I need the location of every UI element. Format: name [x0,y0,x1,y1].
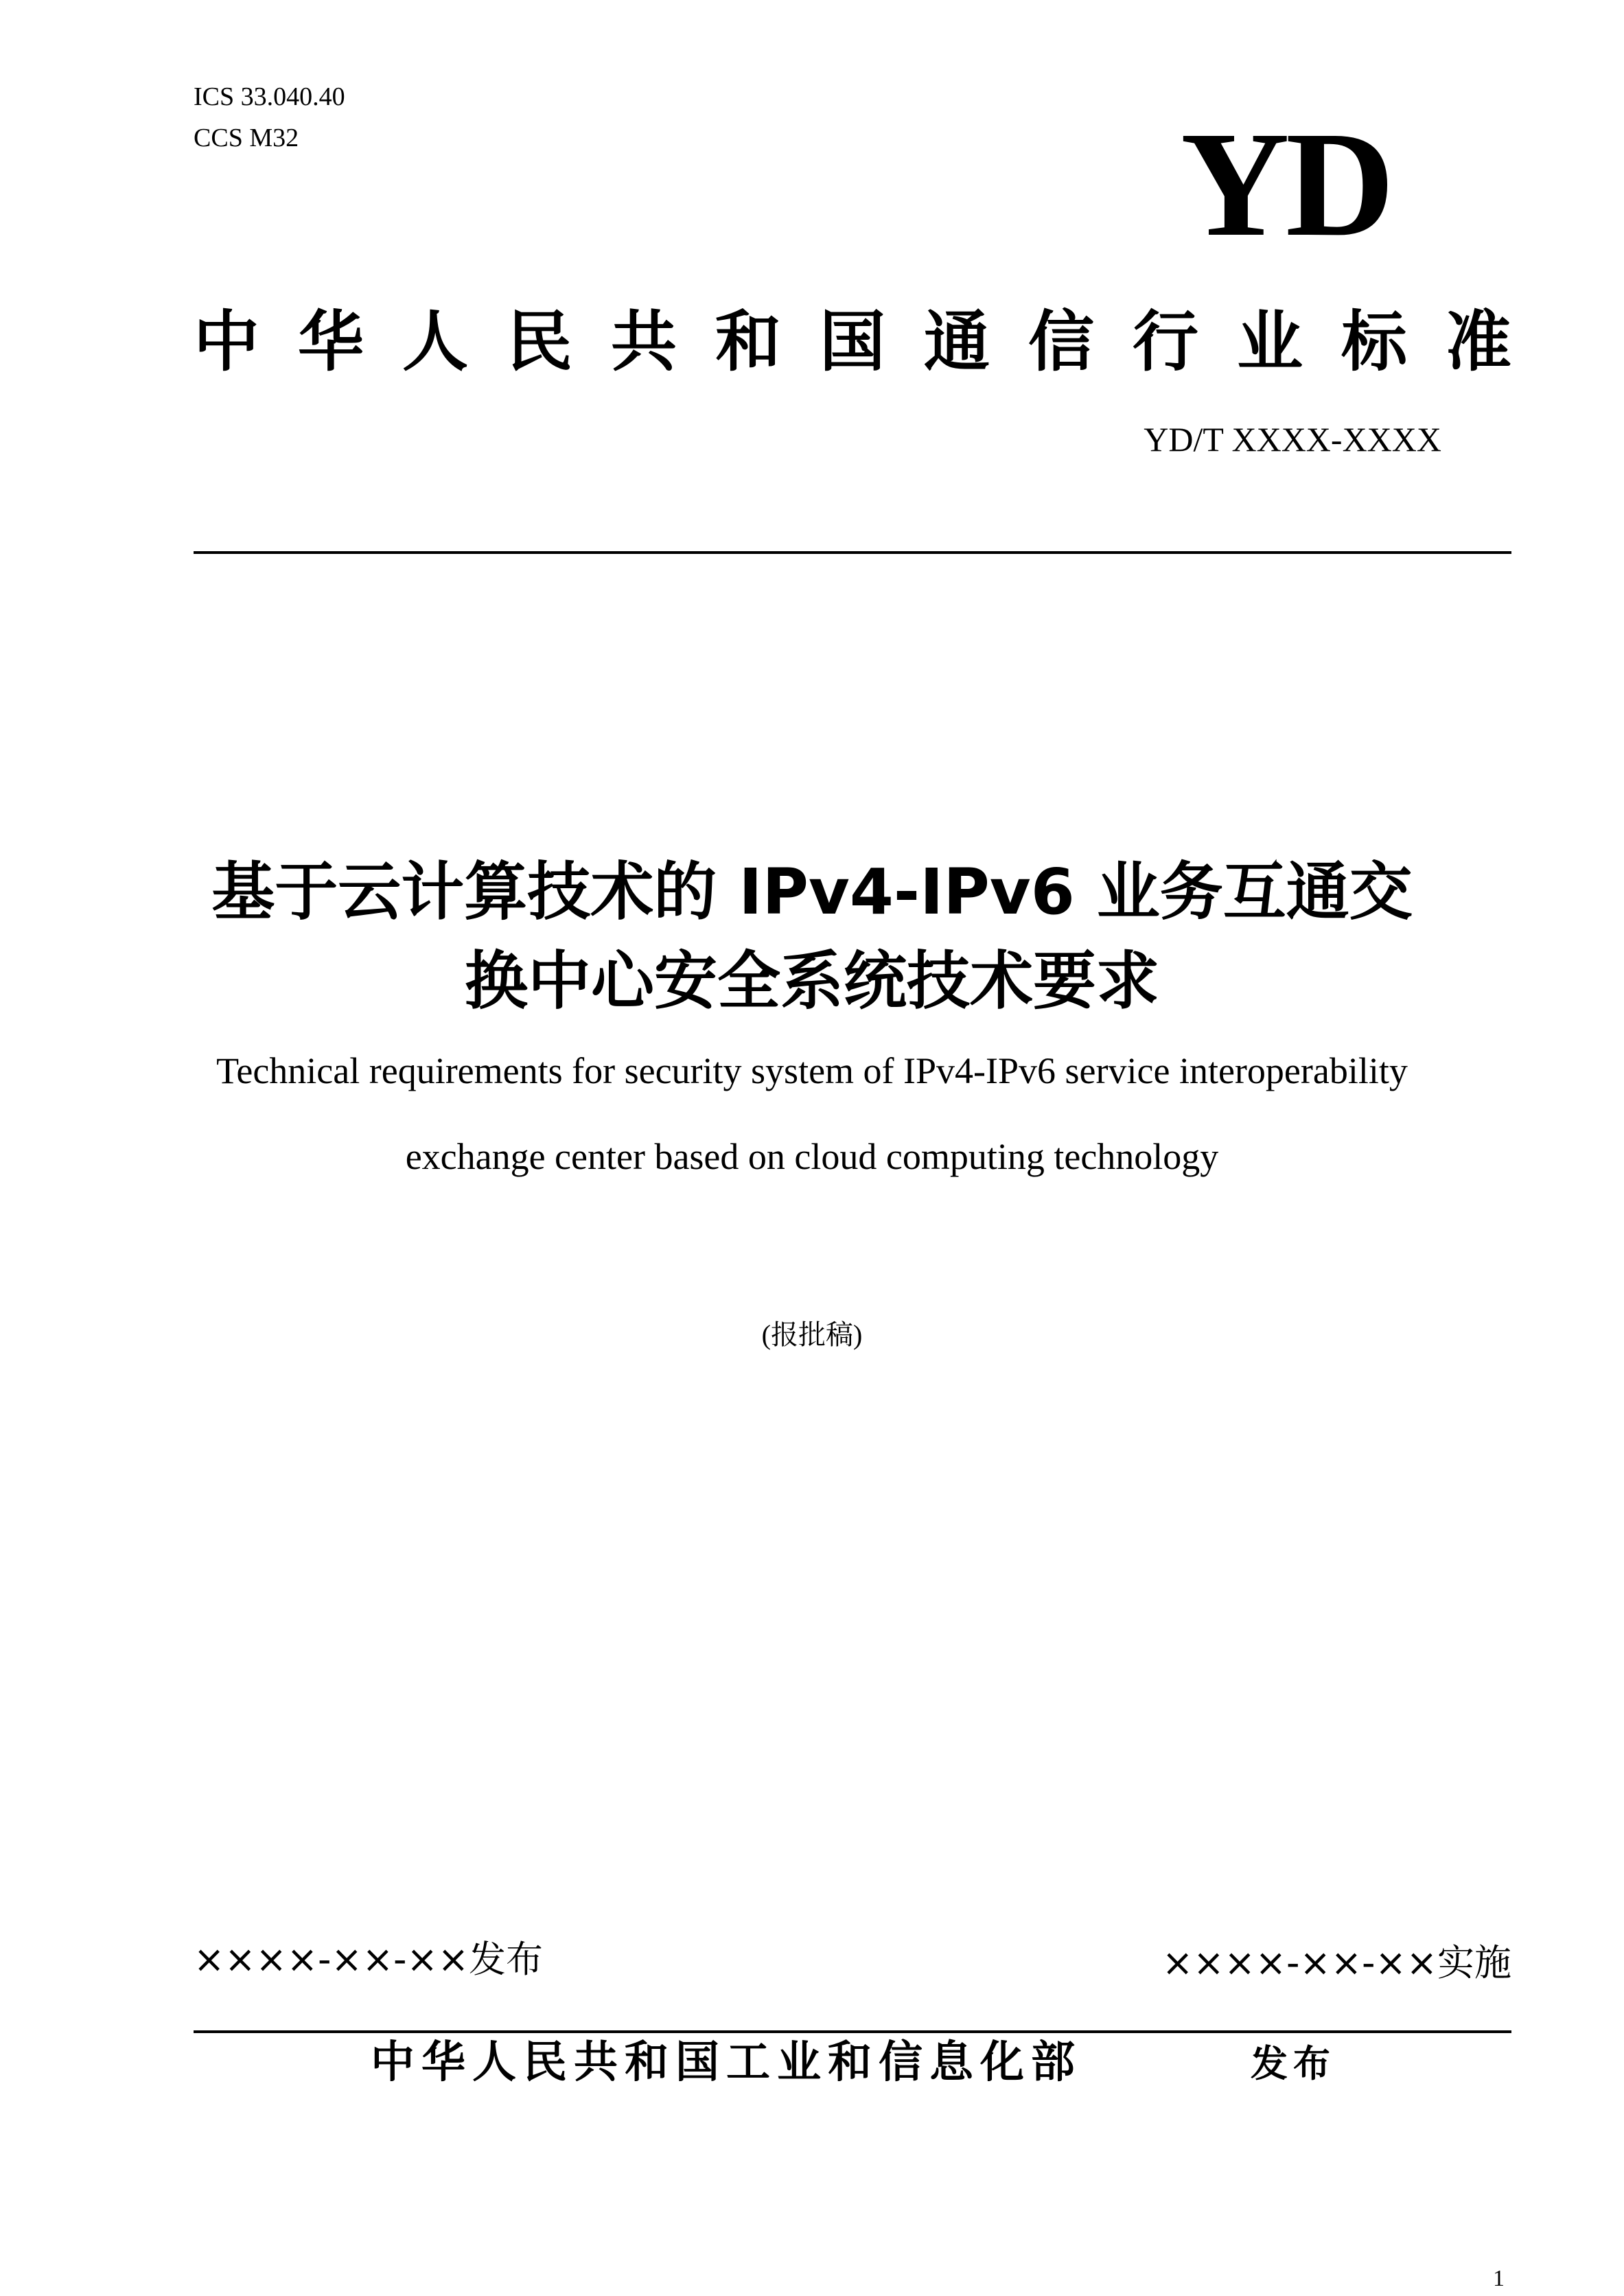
standard-category-char: 中 [194,303,259,380]
chinese-title-line-2: 换中心安全系统技术要求 [464,944,1159,1018]
standard-category-char: 共 [611,303,677,380]
implement-date: ××××-××-××实施 [1162,1941,1511,1984]
standard-category-char: 准 [1446,303,1511,380]
standard-category-char: 业 [1237,303,1303,380]
draft-status: (报批稿) [761,1319,863,1350]
standard-category-char: 和 [715,303,781,380]
english-title-line-1: Technical requirements for security system of IPv4-IPv6 service interoperability [216,1050,1408,1091]
standard-category-char: 信 [1028,303,1094,380]
chinese-title-line-1: 基于云计算技术的 IPv4-IPv6 业务互通交 [211,855,1413,929]
standard-number: YD/T XXXX-XXXX [1144,420,1441,459]
standard-category-title [194,301,1511,383]
yd-logo: YD [1181,100,1391,268]
ccs-code: CCS M32 [194,124,299,152]
standard-category-char: 人 [402,303,468,380]
page-number: 1 [1493,2266,1505,2291]
publish-label: 发布 [1251,2042,1336,2085]
standard-category-char: 行 [1133,303,1198,380]
header-divider [194,551,1511,554]
standard-category-char: 华 [298,303,364,380]
publish-date: ××××-××-××发布 [194,1938,543,1981]
english-title-line-2: exchange center based on cloud computing technology [405,1136,1219,1177]
publisher-name: 中华人民共和国工业和信息化部 [371,2037,1082,2088]
standard-category-char: 国 [820,303,885,380]
standard-category-char: 标 [1341,303,1407,380]
standard-category-char: 通 [924,303,990,380]
ics-code: ICS 33.040.40 [194,82,345,111]
standard-category-char: 民 [507,303,572,380]
